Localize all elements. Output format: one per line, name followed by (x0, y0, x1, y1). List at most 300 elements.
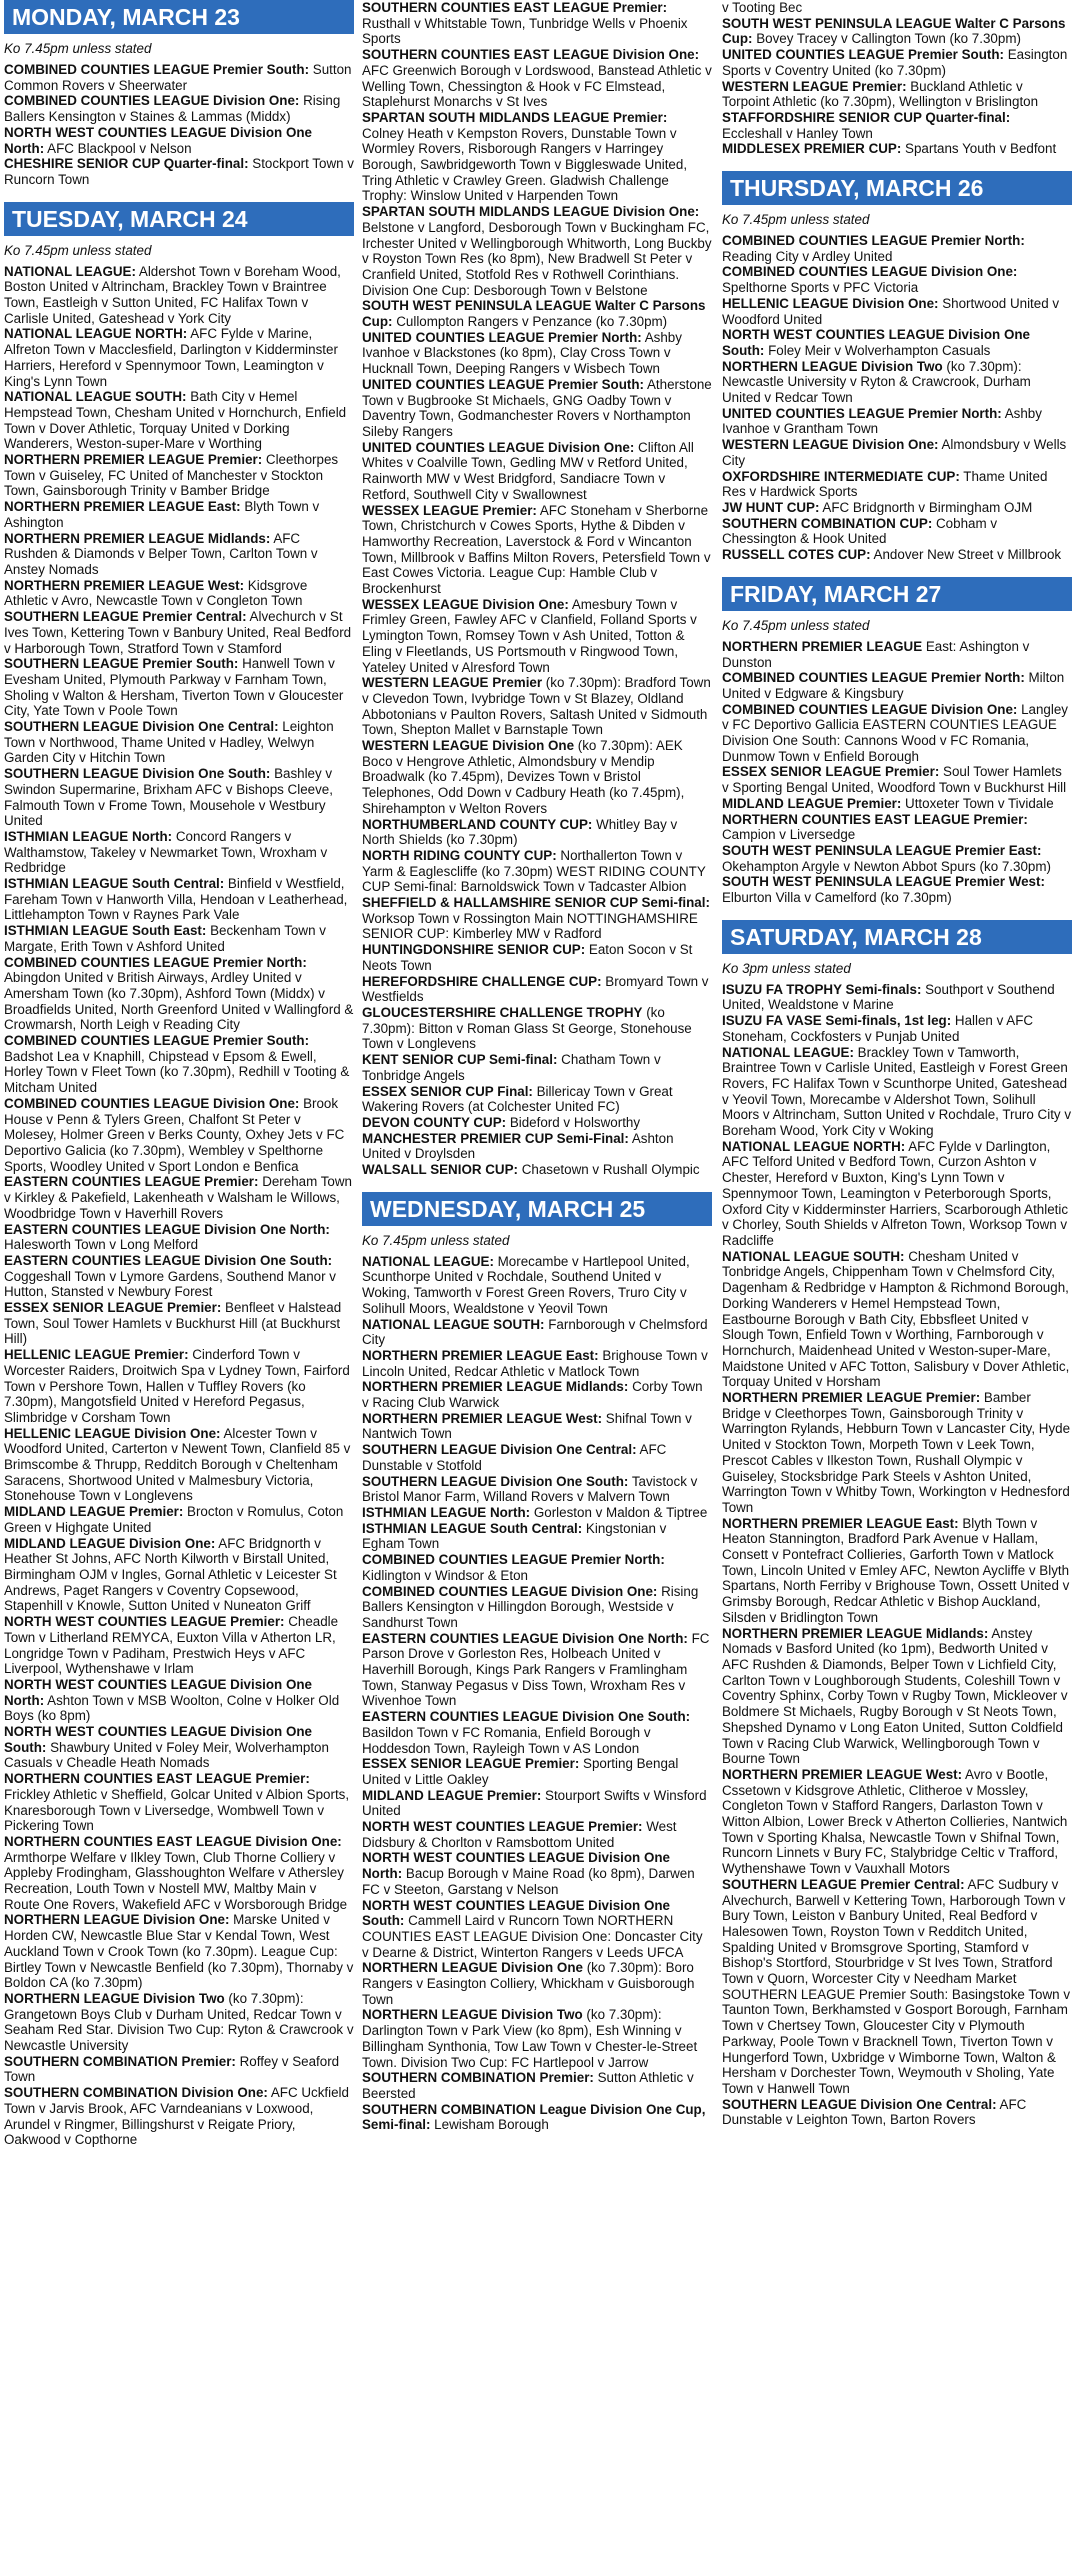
fixture-text: Armthorpe Welfare v Ilkley Town, Club Thorne Colliery v Appleby Frodingham, Glasshoughton Welfare v Athersley Recreation, Louth Town v Nostell MW, Maltby Main v Route One Rovers, Wakefield AFC v Worsborough Bridge (4, 1849, 348, 1912)
competition-label: HELLENIC LEAGUE Division One: (722, 295, 939, 311)
fixture-text: Leighton Town v Northwood, Thame United v Hadley, Welwyn Garden City v Hitchin Town (4, 719, 334, 766)
fixture-text: Binfield v Westfield, Fareham Town v Hanworth Villa, Hendoan v Leatherhead, Littlehampton Town v Raynes Park Vale (4, 876, 348, 923)
fixture-entry (362, 1411, 712, 1442)
day-header-wednesday-march-25: WEDNESDAY, MARCH 25 (362, 1192, 712, 1226)
fixture-entry (722, 1767, 1072, 1877)
column-right (722, 0, 1072, 2560)
fixture-text: Ashton Town v MSB Woolton, Colne v Holker Old Boys (ko 8pm) (4, 1692, 340, 1724)
fixture-text: Hanwell Town v Evesham United, Plymouth Parkway v Farnham Town, Sholing v Walton & Hersham, Tiverton Town v Gloucester City, Yate Town v Poole Town (4, 656, 344, 719)
competition-label: NORTHERN PREMIER LEAGUE West: (4, 577, 245, 593)
fixture-entry (362, 1474, 712, 1505)
competition-label: HELLENIC LEAGUE Division One: (4, 1425, 221, 1441)
fixture-entry (4, 1347, 354, 1426)
competition-label: NATIONAL LEAGUE SOUTH: (722, 1248, 905, 1264)
fixture-entry (722, 516, 1072, 547)
fixture-text: AFC Dunstable v Leighton Town, Barton Rovers (722, 2096, 1027, 2128)
fixture-text: Kidsgrove Athletic v Avro, Newcastle Town v Congleton Town (4, 577, 308, 609)
fixture-entry (722, 1013, 1072, 1044)
fixture-text: Bath City v Hemel Hempstead Town, Chesham United v Hornchurch, Enfield Town v Dover Athletic, Torquay United v Dorking Wanderers, Weston-super-Mare v Worthing (4, 389, 347, 452)
fixture-text: Kidlington v Windsor & Eton (362, 1567, 528, 1583)
fixture-entry (362, 2070, 712, 2101)
competition-label: NORTH WEST COUNTIES LEAGUE Division One North: (4, 1676, 313, 1708)
competition-label: NORTHERN PREMIER LEAGUE Premier: (722, 1390, 981, 1406)
fixture-entry (4, 829, 354, 876)
fixture-text: Shortwood United v Woodford United (722, 295, 1060, 327)
fixture-entry (4, 1300, 354, 1347)
competition-label: COMBINED COUNTIES LEAGUE Premier South: (4, 62, 310, 77)
competition-label: MIDLAND LEAGUE Premier: (362, 1787, 542, 1803)
competition-label: NORTHERN PREMIER LEAGUE Midlands: (362, 1379, 629, 1395)
competition-label: ESSEX SENIOR CUP Final: (362, 1083, 533, 1099)
competition-label: NATIONAL LEAGUE NORTH: (4, 326, 188, 342)
competition-label: WESTERN LEAGUE Division One: (722, 437, 939, 453)
fixture-text: Langley v FC Deportivo Gallicia EASTERN COUNTIES LEAGUE Division One South: Cannons Wood v FC Romania, Dunmow Town v Enfield Borough (722, 701, 1068, 764)
competition-label: NORTHERN PREMIER LEAGUE East: (4, 499, 241, 515)
fixture-entry (362, 2102, 712, 2133)
competition-label: NORTHERN COUNTIES EAST LEAGUE Premier: (722, 811, 1028, 827)
fixture-text: Brackley Town v Tamworth, Braintree Town v Carlisle United, Eastleigh v Forest Green Rovers, FC Halifax Town v Scunthorpe United, Gateshead v Yeovil Town, Morecambe v Aldershot Town, Solihull Moors v Altrincham, Sutton United v Rochdale, Truro City v Boreham Wood, York City v Woking (722, 1044, 1072, 1139)
competition-label: SOUTHERN LEAGUE Division One Central: (722, 2096, 997, 2112)
competition-label: SOUTHERN LEAGUE Division One South: (4, 766, 271, 782)
fixture-text: Blyth Town v Heaton Stannington, Bradford Park Avenue v Hallam, Consett v Pontefract Collieries, Garforth Town v Matlock Town, Lincoln United v Emley AFC, Newton Aycliffe v Blyth Spartans, North Ferriby v Brighouse Town, Ossett United v Grimsby Borough, Redcar Athletic v Bishop Auckland, Silsden v Bridlington Town (722, 1515, 1070, 1625)
fixture-text: Gorleston v Maldon & Tiptree (530, 1504, 708, 1520)
competition-label: RUSSELL COTES CUP: (722, 547, 871, 563)
fixture-text: AFC Greenwich Borough v Lordswood, Banstead Athletic v Welling Town, Chessington & Hook v FC Elmstead, Staplehurst Monarchs v St Ives (362, 62, 712, 110)
fixture-text: Southport v Southend United, Wealdstone v Marine (722, 981, 1055, 1013)
fixture-text: Halesworth Town v Long Melford (4, 1237, 199, 1253)
fixture-entry (722, 796, 1072, 812)
fixture-text: Corby Town v Racing Club Warwick (362, 1379, 703, 1411)
fixture-entry (362, 1631, 712, 1710)
competition-label: NORTH WEST COUNTIES LEAGUE Premier: (4, 1614, 285, 1630)
fixture-text: Benfleet v Halstead Town, Soul Tower Hamlets v Buckhurst Hill (at Buckhurst Hill) (4, 1300, 342, 1347)
competition-label: SOUTHERN LEAGUE Division One Central: (4, 719, 279, 735)
fixture-text: Clifton All Whites v Coalville Town, Gedling MW v Retford United, Rainworth MW v West Bridgford, Sandiacre Town v Retford, Southwell City v Swallownest (362, 439, 694, 502)
competition-label: ISTHMIAN LEAGUE North: (4, 828, 173, 844)
fixture-entry (4, 609, 354, 656)
competition-label: HUNTINGDONSHIRE SENIOR CUP: (362, 942, 586, 958)
fixture-entry (722, 500, 1072, 516)
competition-label: SOUTH WEST PENINSULA LEAGUE Premier East: (722, 842, 1042, 858)
fixture-entry (362, 597, 712, 676)
fixture-text: Bovey Tracey v Callington Town (ko 7.30pm) (752, 31, 1021, 47)
competition-label: NORTHERN LEAGUE Division Two (4, 1990, 225, 2006)
kickoff-note: Ko 7.45pm unless stated (722, 212, 870, 228)
fixture-text: Shifnal Town v Nantwich Town (362, 1410, 692, 1442)
competition-label: NORTHERN PREMIER LEAGUE Midlands: (722, 1625, 989, 1641)
competition-label: NATIONAL LEAGUE: (722, 1044, 854, 1060)
competition-label: MANCHESTER PREMIER CUP Semi-Final: (362, 1130, 629, 1146)
fixture-entry (362, 1850, 712, 1897)
competition-label: SPARTAN SOUTH MIDLANDS LEAGUE Division One: (362, 204, 700, 220)
competition-label: NORTHERN COUNTIES EAST LEAGUE Division One: (4, 1833, 342, 1849)
fixture-entry (362, 1552, 712, 1583)
fixture-text: Cinderford Town v Worcester Raiders, Droitwich Spa v Lydney Town, Fairford Town v Pershore Town, Hallen v Tuffley Rovers (ko 7.30pm), Mangotsfield United v Hereford Pegasus, Slimbridge v Corsham Town (4, 1347, 350, 1425)
day-header-thursday-march-26: THURSDAY, MARCH 26 (722, 171, 1072, 205)
fixture-entry (4, 156, 354, 187)
competition-label: HEREFORDSHIRE CHALLENGE CUP: (362, 973, 602, 989)
fixture-text: AFC Bridgnorth v Heather St Johns, AFC North Kilworth v Birstall United, Birmingham OJM v Ingles, Gornal Athletic v Leicester St Andrews, Paget Rangers v Coventry Copsewood, Stapenhill v Knowle, Sutton United v Nuneaton Griff (4, 1535, 337, 1614)
competition-label: SPARTAN SOUTH MIDLANDS LEAGUE Premier: (362, 109, 668, 125)
fixture-entry (4, 1614, 354, 1677)
fixture-entry (722, 47, 1072, 78)
fixture-text: Cammell Laird v Runcorn Town NORTHERN COUNTIES EAST LEAGUE Division One: Doncaster City v Dearne & District, Winterton Rangers v Leeds UFCA (362, 1913, 703, 1960)
fixture-entry (722, 702, 1072, 765)
fixture-text: Eccleshall v Hanley Town (722, 125, 873, 141)
competition-label: ISUZU FA VASE Semi-finals, 1st leg: (722, 1013, 952, 1029)
competition-label: SOUTHERN COUNTIES EAST LEAGUE Division One: (362, 47, 700, 63)
fixture-text: Foley Meir v Wolverhampton Casuals (764, 342, 991, 358)
fixture-text: East: Ashington v Dunston (722, 638, 1030, 670)
fixture-entry (4, 1912, 354, 1991)
fixture-entry (362, 1709, 712, 1756)
competition-label: GLOUCESTERSHIRE CHALLENGE TROPHY (362, 1005, 643, 1020)
fixture-text: Sutton Athletic v Beersted (362, 2070, 694, 2101)
fixture-entry (722, 437, 1072, 468)
competition-label: NATIONAL LEAGUE SOUTH: (362, 1316, 545, 1332)
fixture-text: Chesham United v Tonbridge Angels, Chippenham Town v Chelmsford City, Dagenham & Redbridge v Hampton & Richmond Borough, Dorking Wanderers v Hemel Hempstead Town, Eastbourne Borough v Bath City, Ebbsfleet United v Slough Town, Enfield Town v Worthing, Farnborough v Hornchurch, Maidenhead United v Weston-super-Mare, Maidstone United v AFC Totton, Salisbury v Dover Athletic, Torquay United v Horsham (722, 1248, 1070, 1390)
fixture-entry (4, 955, 354, 1034)
competition-label: SOUTHERN LEAGUE Premier Central: (4, 609, 247, 625)
competition-label: NORTH WEST COUNTIES LEAGUE Division One South: (722, 327, 1031, 358)
fixture-text: Milton United v Edgware & Kingsbury (722, 670, 1065, 701)
fixture-entry (362, 1898, 712, 1961)
fixture-text: Worksop Town v Rossington Main NOTTINGHAMSHIRE SENIOR CUP: Kimberley MW v Radford (362, 910, 698, 942)
competition-label: COMBINED COUNTIES LEAGUE Division One: (4, 1095, 300, 1111)
kickoff-note: Ko 7.45pm unless stated (4, 41, 152, 56)
fixture-entry (362, 1819, 712, 1850)
competition-label: ISTHMIAN LEAGUE South Central: (4, 876, 225, 892)
fixture-text: Tavistock v Bristol Manor Farm, Willand Rovers v Malvern Town (362, 1473, 698, 1505)
competition-label: MIDLAND LEAGUE Premier: (4, 1504, 184, 1520)
competition-label: SOUTHERN LEAGUE Division One South: (362, 1473, 629, 1489)
fixture-entry (362, 1162, 712, 1178)
fixture-entry (4, 1426, 354, 1505)
fixture-entry (4, 766, 354, 829)
fixture-text: Elburton Villa v Camelford (ko 7.30pm) (722, 890, 952, 906)
fixture-entry (722, 1877, 1072, 1987)
fixture-entry (362, 2007, 712, 2070)
fixture-entry (722, 406, 1072, 437)
fixture-text: Aldershot Town v Boreham Wood, Boston United v Altrincham, Brackley Town v Braintree Town, Eastleigh v Sutton United, FC Halifax Town v Carlisle United, Gateshead v York City (4, 263, 341, 326)
fixture-text: Brighouse Town v Lincoln United, Redcar Athletic v Matlock Town (362, 1347, 708, 1379)
competition-label: NORTHERN PREMIER LEAGUE (722, 638, 923, 654)
competition-label: SOUTHERN LEAGUE Premier Central: (722, 1876, 965, 1892)
fixture-text: Atherstone Town v Bugbrooke St Michaels, GNG Oadby Town v Daventry Town, Godmanchester Rovers v Northampton Sileby Rangers (362, 376, 712, 439)
fixture-text: AFC Bridgnorth v Birmingham OJM (819, 499, 1033, 515)
fixture-entry (362, 440, 712, 503)
fixture-text: Hallen v AFC Stoneham, Cockfosters v Punjab United (722, 1013, 1034, 1044)
fixture-text: Farnborough v Chelmsford City (362, 1316, 708, 1348)
competition-label: WESSEX LEAGUE Premier: (362, 502, 537, 518)
competition-label: CHESHIRE SENIOR CUP Quarter-final: (4, 156, 249, 172)
fixture-entry (722, 1987, 1072, 2097)
fixture-text: West Didsbury & Chorlton v Ramsbottom United (362, 1819, 677, 1850)
competition-label: NORTHERN LEAGUE Division Two (722, 358, 943, 374)
competition-label: NORTHERN PREMIER LEAGUE East: (722, 1515, 959, 1531)
fixture-entry (4, 1253, 354, 1300)
competition-label: NORTHERN PREMIER LEAGUE East: (362, 1347, 599, 1363)
fixture-text: Cleethorpes Town v Guiseley, FC United of Manchester v Stockton Town, Gainsborough Trinity v Bamber Bridge (4, 452, 339, 499)
fixture-text: Bideford v Holsworthy (506, 1114, 641, 1130)
fixture-text: (ko 7.30pm): Darlington Town v Park View (ko 8pm), Esh Winning v Billingham Synthonia, Tow Law Town v Chester-le-Street Town. Division Two Cup: FC Hartlepool v Jarrow (362, 2007, 698, 2070)
fixture-entry (362, 1317, 712, 1348)
competition-label: MIDDLESEX PREMIER CUP: (722, 141, 902, 157)
fixture-text: Rising Ballers Kensington v Hillingdon Borough, Westside v Sandhurst Town (362, 1583, 699, 1630)
fixture-entry (722, 812, 1072, 843)
fixture-text: Belstone v Langford, Desborough Town v Buckingham FC, Irchester United v Wellingborough Whitworth, Long Buckby v Royston Town Res (ko 8pm), New Bradwell St Peter v Cranfield United, Stotfold Res v Rothwell Corinthians. Division One Cup: Desborough Town v Belstone (362, 219, 712, 298)
fixture-text: SOUTHERN LEAGUE Premier South: Basingstoke Town v Taunton Town, Berkhamsted v Gosport Borough, Farnham Town v Chertsey Town, Gloucester City v Plymouth Parkway, Poole Town v Bracknell Town, Tiverton Town v Hungerford Town, Uxbridge v Wimborne Town, Walton & Hersham v Dorchester Town, Weymouth v Sholing, Yate Town v Hanwell Town (722, 1986, 1071, 2096)
fixture-entry (722, 670, 1072, 701)
kickoff-note: Ko 3pm unless stated (722, 960, 851, 976)
fixture-entry (362, 503, 712, 597)
competition-label: DEVON COUNTY CUP: (362, 1114, 507, 1130)
fixture-text: (ko 7.30pm): Bradford Town v Clevedon Town, Ivybridge Town v St Blazey, Oldland Abbotonians v Paulton Rovers, Saltash United v Sidmouth Town, Shepton Mallet v Barnstaple Town (362, 675, 711, 738)
fixture-entry (722, 1516, 1072, 1626)
fixture-text: AFC Sudbury v Alvechurch, Barwell v Kettering Town, Harborough Town v Bury Town, Leiston v Banbury United, Real Bedford v Halesowen Town, Royston Town v Redditch United, Spalding United v Bromsgrove Sporting, Stamford v Bishop's Stortford, Stourbridge v St Ives Town, Stratford Town v Quorn, Worcester City v Needham Market (722, 1876, 1066, 1987)
kickoff-note: Ko 7.45pm unless stated (362, 1232, 510, 1248)
competition-label: MIDLAND LEAGUE Division One: (4, 1535, 216, 1551)
competition-label: SHEFFIELD & HALLAMSHIRE SENIOR CUP Semi-final: (362, 895, 710, 911)
competition-label: SOUTH WEST PENINSULA LEAGUE Walter C Parsons Cup: (722, 15, 1066, 47)
competition-label: SOUTH WEST PENINSULA LEAGUE Premier West: (722, 874, 1045, 890)
fixture-text: Cullompton Rangers v Penzance (ko 7.30pm) (392, 314, 668, 330)
competition-label: EASTERN COUNTIES LEAGUE Division One North: (362, 1630, 688, 1646)
fixture-text: Spelthorne Sports v PFC Victoria (722, 280, 919, 296)
fixture-entry (4, 1096, 354, 1175)
fixture-entry (362, 1115, 712, 1131)
fixture-text: Soul Tower Hamlets v Sporting Bengal United, Woodford Town v Buckhurst Hill (722, 764, 1067, 796)
competition-label: UNITED COUNTIES LEAGUE Division One: (362, 439, 635, 455)
fixture-entry (722, 327, 1072, 358)
competition-label: NATIONAL LEAGUE: (362, 1253, 494, 1269)
fixture-entry (4, 578, 354, 609)
competition-label: EASTERN COUNTIES LEAGUE Division One North: (4, 1221, 330, 1237)
fixture-entry (4, 1536, 354, 1615)
fixture-entry (4, 452, 354, 499)
fixture-entry (362, 1960, 712, 2007)
fixture-text: Brocton v Romulus, Coton Green v Highgate United (4, 1504, 344, 1535)
fixture-text: Badshot Lea v Knaphill, Chipstead v Epsom & Ewell, Horley Town v Fleet Town (ko 7.30pm), Redhill v Tooting & Mitcham United (4, 1048, 350, 1096)
fixture-text: AFC Stoneham v Sherborne Town, Christchurch v Cowes Sports, Hythe & Dibden v Hamworthy Recreation, Laverstock & Ford v Wincanton Town, Millbrook v Baffins Milton Rovers, Petersfield Town v East Cowes Victoria. League Cup: Hamble Club v Brockenhurst (362, 502, 711, 597)
day-header-friday-march-27: FRIDAY, MARCH 27 (722, 577, 1072, 611)
competition-label: ISUZU FA TROPHY Semi-finals: (722, 981, 922, 997)
fixture-text: Roffey v Seaford Town (4, 2053, 340, 2085)
fixture-entry (362, 675, 712, 738)
fixture-text: Ashby Ivanhoe v Grantham Town (722, 405, 1042, 437)
competition-label: COMBINED COUNTIES LEAGUE Premier North: (722, 670, 1025, 686)
fixture-text: Buckland Athletic v Torpoint Athletic (ko 7.30pm), Wellington v Brislington (722, 78, 1039, 110)
fixture-entry (722, 469, 1072, 500)
fixture-text: (ko 7.30pm): Bitton v Roman Glass St George, Stonehouse Town v Longlevens (362, 1005, 692, 1052)
fixture-entry (4, 719, 354, 766)
fixture-text: Sutton Common Rovers v Sheerwater (4, 62, 352, 93)
competition-label: COMBINED COUNTIES LEAGUE Premier North: (362, 1552, 665, 1568)
competition-label: SOUTHERN COMBINATION Premier: (362, 2070, 594, 2086)
competition-label: MIDLAND LEAGUE Premier: (722, 795, 902, 811)
fixture-entry (722, 233, 1072, 264)
fixture-text: Marske United v Horden CW, Newcastle Blue Star v Kendal Town, West Auckland Town v Crook Town (ko 7.30pm). League Cup: Birtley Town v Newcastle Benfield (ko 7.30pm), Thornaby v Boldon CA (ko 7.30pm) (4, 1912, 354, 1991)
fixture-text: Morecambe v Hartlepool United, Scunthorpe United v Rochdale, Southend United v Woking, Tamworth v Forest Green Rovers, Truro City v Solihull Moors, Wealdstone v Yeovil Town (362, 1253, 690, 1316)
fixture-entry (362, 0, 712, 47)
fixture-text: Almondsbury v Wells City (722, 437, 1067, 468)
competition-label: COMBINED COUNTIES LEAGUE Division One: (362, 1583, 658, 1599)
competition-label: EASTERN COUNTIES LEAGUE Division One South: (4, 1252, 333, 1268)
fixture-entry (722, 547, 1072, 563)
fixture-entry (722, 359, 1072, 406)
fixture-entry (722, 1626, 1072, 1767)
fixture-entry (362, 1584, 712, 1631)
fixture-entry (362, 110, 712, 204)
competition-label: KENT SENIOR CUP Semi-final: (362, 1052, 558, 1068)
competition-label: EASTERN COUNTIES LEAGUE Division One South: (362, 1709, 691, 1725)
fixture-text: Spartans Youth v Bedfont (901, 141, 1057, 157)
competition-label: COMBINED COUNTIES LEAGUE Division One: (4, 93, 300, 109)
fixture-text: Okehampton Argyle v Newton Abbot Spurs (ko 7.30pm) (722, 858, 1051, 874)
fixture-entry (4, 1724, 354, 1771)
fixture-text: Lewisham Borough (430, 2117, 549, 2133)
fixture-text: (ko 7.30pm): Newcastle University v Ryton & Crawcrook, Durham United v Redcar Town (722, 358, 1031, 406)
fixture-entry (722, 264, 1072, 295)
fixture-entry (362, 1756, 712, 1787)
competition-label: JW HUNT CUP: (722, 499, 820, 515)
competition-label: NORTHERN PREMIER LEAGUE Midlands: (4, 530, 271, 546)
fixture-entry (362, 738, 712, 817)
fixture-entry (362, 848, 712, 895)
fixture-text: Avro v Bootle, Cssetown v Kidsgrove Athletic, Clitheroe v Mossley, Congleton Town v Stafford Rangers, Darlaston Town v Witton Albion, Lower Breck v Atherton Collieries, Nantwich Town v Sporting Khalsa, Newcastle Town v Shifnal Town, Runcorn Linnets v Bury FC, Stalybridge Celtic v Trafford, Wythenshawe Town v Vauxhall Motors (722, 1766, 1068, 1877)
fixture-entry (362, 1052, 712, 1083)
fixture-text: Stourport Swifts v Winsford United (362, 1787, 707, 1819)
column-left (4, 0, 354, 2560)
fixture-entry (362, 1379, 712, 1410)
fixture-entry (722, 16, 1072, 47)
fixture-text: (ko 7.30pm): Grangetown Boys Club v Durham United, Redcar Town v Seaham Red Star. Division Two Cup: Ryton & Crawcrook v Newcastle University (4, 1990, 354, 2054)
fixture-text: (ko 7.30pm): AEK Boco v Hengrove Athletic, Almondsbury v Mendip Broadwalk (ko 7.45pm), Devizes Town v Bristol Telephones, Odd Down v Cadbury Heath (ko 7.45pm), Shirehampton v Welton Rovers (362, 738, 685, 816)
fixture-entry (362, 204, 712, 298)
competition-label: ISTHMIAN LEAGUE South East: (4, 923, 207, 939)
competition-label: SOUTHERN COMBINATION Division One: (4, 2085, 268, 2101)
competition-label: WESTERN LEAGUE Premier (362, 675, 543, 691)
kickoff-note: Ko 7.45pm unless stated (4, 242, 152, 258)
competition-label: NORTHERN COUNTIES EAST LEAGUE Premier: (4, 1771, 310, 1787)
fixture-entry (362, 47, 712, 110)
fixture-entry (362, 974, 712, 1005)
fixture-entry (362, 817, 712, 848)
fixture-text: AFC Fylde v Darlington, AFC Telford United v Bedford Town, Curzon Ashton v Chester, Hereford v Buxton, King's Lynn Town v Spennymoor Town, Leamington v Peterborough Sports, Oxford City v Kidderminster Harriers, Scarborough Athletic v Chorley, South Shields v Alfreton Town, Worksop Town v Radcliffe (722, 1138, 1069, 1248)
fixture-entry (4, 1771, 354, 1834)
fixture-text: Blyth Town v Ashington (4, 499, 320, 530)
fixture-text: Cobham v Chessington & Hook United (722, 515, 998, 547)
fixture-entry (362, 1005, 712, 1052)
competition-label: STAFFORDSHIRE SENIOR CUP Quarter-final: (722, 109, 1011, 125)
competition-label: ISTHMIAN LEAGUE North: (362, 1504, 531, 1520)
fixture-entry (4, 1991, 354, 2054)
fixture-entry (4, 1504, 354, 1535)
competition-label: SOUTHERN LEAGUE Premier South: (4, 656, 239, 672)
competition-label: UNITED COUNTIES LEAGUE Premier North: (722, 405, 1002, 421)
fixture-text: v Tooting Bec (722, 0, 803, 15)
competition-label: NATIONAL LEAGUE: (4, 263, 136, 279)
fixture-entry (4, 389, 354, 452)
fixture-text: Ashton United v Droylsden (362, 1130, 674, 1162)
competition-label: NORTHERN PREMIER LEAGUE Premier: (4, 452, 263, 468)
fixture-text: AFC Rushden & Diamonds v Belper Town, Carlton Town v Anstey Nomads (4, 530, 318, 577)
day-header-monday-march-23: MONDAY, MARCH 23 (4, 0, 354, 34)
fixture-text: Coggeshall Town v Lymore Gardens, Southend Manor v Hutton, Stansted v Newbury Forest (4, 1268, 336, 1300)
competition-label: ESSEX SENIOR LEAGUE Premier: (722, 764, 940, 780)
fixture-entry (4, 93, 354, 124)
fixture-entry (4, 326, 354, 389)
fixture-text: Concord Rangers v Walthamstow, Takeley v Newmarket Town, Wroxham v Redbridge (4, 828, 328, 876)
day-header-saturday-march-28: SATURDAY, MARCH 28 (722, 920, 1072, 954)
competition-label: NORTH WEST COUNTIES LEAGUE Division One North: (4, 124, 313, 156)
competition-label: COMBINED COUNTIES LEAGUE Premier South: (4, 1033, 310, 1049)
competition-label: SOUTHERN COMBINATION CUP: (722, 515, 933, 531)
fixture-text: Chasetown v Rushall Olympic (517, 1162, 700, 1178)
fixture-text: Abingdon United v British Airways, Ardley United v Amersham Town (ko 7.30pm), Ashford Town (Middx) v Broadfields United, North Greenford United v Wallingford & Crowmarsh, North Leigh v Reading City (4, 970, 354, 1033)
fixture-text: Chatham Town v Tonbridge Angels (362, 1052, 661, 1083)
fixture-text: Colney Heath v Kempston Rovers, Dunstable Town v Wormley Rovers, Risborough Rangers v Harringey Borough, Sawbridgeworth Town v Biggleswade United, Tring Athletic v Crawley Green. Gladwish Challenge Trophy: Winslow United v Harpenden Town (362, 125, 688, 204)
competition-label: NORTH WEST COUNTIES LEAGUE Premier: (362, 1819, 643, 1835)
competition-label: NORTH WEST COUNTIES LEAGUE Division One South: (362, 1897, 671, 1929)
competition-label: COMBINED COUNTIES LEAGUE Premier North: (4, 954, 307, 970)
fixture-text: Billericay Town v Great Wakering Rovers (at Colchester United FC) (362, 1083, 673, 1115)
competition-label: WESSEX LEAGUE Division One: (362, 596, 569, 612)
fixture-entry (722, 1390, 1072, 1516)
competition-label: NORTH RIDING COUNTY CUP: (362, 847, 557, 863)
fixture-text: Cheadle Town v Litherland REMYCA, Euxton Villa v Atherton LR, Longridge Town v Padiham, Prestwich Heys v AFC Liverpool, Wythenshawe v Irlam (4, 1614, 339, 1677)
fixture-entry (4, 656, 354, 719)
fixture-text: Rising Ballers Kensington v Staines & Lammas (Middx) (4, 93, 341, 125)
fixture-entry (4, 1677, 354, 1724)
competition-label: ESSEX SENIOR LEAGUE Premier: (362, 1756, 580, 1772)
fixture-text: Dereham Town v Kirkley & Pakefield, Lakenheath v Walsham le Willows, Woodbridge Town v Haverhill Rovers (4, 1174, 352, 1221)
fixture-entry (362, 895, 712, 942)
fixture-entry (722, 110, 1072, 141)
competition-label: NORTHERN LEAGUE Division One (362, 1960, 583, 1976)
fixture-entry (722, 0, 1072, 16)
fixture-entry (722, 1139, 1072, 1249)
fixture-entry (4, 1033, 354, 1096)
fixture-entry (362, 1254, 712, 1317)
fixture-entry (722, 141, 1072, 157)
fixture-text: AFC Fylde v Marine, Alfreton Town v Macclesfield, Darlington v Kidderminster Harriers, Hereford v Spennymoor Town, Leamington v King's Lynn Town (4, 326, 338, 389)
competition-label: NORTHERN PREMIER LEAGUE West: (362, 1410, 603, 1426)
competition-label: ISTHMIAN LEAGUE South Central: (362, 1520, 583, 1536)
competition-label: UNITED COUNTIES LEAGUE Premier South: (362, 376, 644, 392)
fixture-text: Bromyard Town v Westfields (362, 973, 709, 1005)
fixture-entry (362, 1505, 712, 1521)
fixture-text: Alcester Town v Woodford United, Carterton v Newent Town, Clanfield 85 v Brimscombe & Thrupp, Redditch Borough v Cheltenham Saracens, Shortwood United v Malmesbury Victoria, Stonehouse Town v Longlevens (4, 1425, 351, 1504)
competition-label: OXFORDSHIRE INTERMEDIATE CUP: (722, 468, 960, 484)
competition-label: NORTHERN LEAGUE Division Two (362, 2007, 583, 2023)
fixture-entry (722, 79, 1072, 110)
column-middle (362, 0, 712, 2560)
fixture-text: Bamber Bridge v Cleethorpes Town, Gainsborough Trinity v Warrington Rylands, Hebburn Town v Lancaster City, Hyde United v Stockton Town, Morpeth Town v Leek Town, Prescot Cables v Ilkeston Town, Rushall Olympic v Guiseley, Stocksbridge Park Steels v Ashton United, Warrington Town v Whitby Town, Workington v Hednesford Town (722, 1390, 1071, 1515)
fixture-entry (4, 1174, 354, 1221)
competition-label: NATIONAL LEAGUE SOUTH: (4, 389, 187, 405)
fixture-entry (4, 125, 354, 156)
fixture-text: Easington Sports v Coventry United (ko 7.30pm) (722, 47, 1068, 78)
fixture-text: Bashley v Swindon Supermarine, Brixham AFC v Bishops Cleeve, Falmouth Town v Frome Town, Mousehole v Westbury United (4, 766, 333, 829)
competition-label: SOUTHERN COMBINATION League Division One Cup, Semi-final: (362, 2101, 706, 2133)
fixture-entry (4, 264, 354, 327)
competition-label: NORTH WEST COUNTIES LEAGUE Division One North: (362, 1850, 671, 1882)
fixture-text: Northallerton Town v Yarm & Eaglescliffe (ko 7.30pm) WEST RIDING COUNTY CUP Semi-final: Barnoldswick Town v Tadcaster Albion (362, 847, 706, 895)
fixture-entry (722, 1249, 1072, 1390)
competition-label: COMBINED COUNTIES LEAGUE Division One: (722, 264, 1018, 280)
competition-label: SOUTH WEST PENINSULA LEAGUE Walter C Parsons Cup: (362, 298, 706, 330)
